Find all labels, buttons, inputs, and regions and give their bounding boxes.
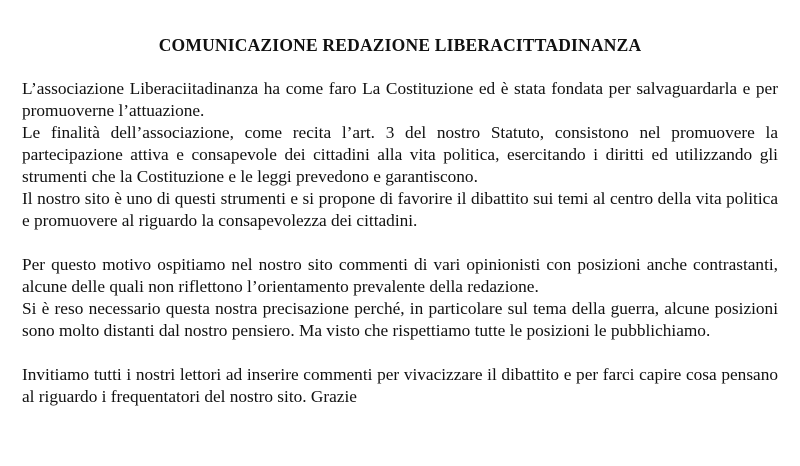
paragraph-statute-goals: Le finalità dell’associazione, come recita l’art. 3 del nostro Statuto, consistono nel promuovere la partecipazione attiva e consapevole dei cittadini alla vita politica, esercitando i diritti ed utilizzando gli strumenti che la Costituzione e le leggi prevedono e garantiscono. [22,123,778,186]
paragraph-clarification-war: Si è reso necessario questa nostra precisazione perché, in particolare sul tema della guerra, alcune posizioni sono molto distanti dal nostro pensiero. Ma visto che rispettiamo tutte le posizioni le pubblichiamo. [22,299,778,340]
document-title: COMUNICAZIONE REDAZIONE LIBERACITTADINANZA [158,35,642,55]
paragraph-invitation-readers: Invitiamo tutti i nostri lettori ad inserire commenti per vivacizzare il dibattito e per farci capire cosa pensano al riguardo i frequentatori del nostro sito. Grazie [22,365,778,406]
paragraph-association-intro: L’associazione Liberaciitadinanza ha come faro La Costituzione ed è stata fondata per salvaguardarla e per promuoverne l’attuazione. [22,79,778,120]
paragraph-site-purpose: Il nostro sito è uno di questi strumenti e si propone di favorire il dibattito sui temi al centro della vita politica e promuovere al riguardo la consapevolezza dei cittadini. [22,189,778,230]
paragraph-opinions-disclaimer: Per questo motivo ospitiamo nel nostro sito commenti di vari opinionisti con posizioni anche contrastanti, alcune delle quali non riflettono l’orientamento prevalente della redazione. [22,255,778,296]
